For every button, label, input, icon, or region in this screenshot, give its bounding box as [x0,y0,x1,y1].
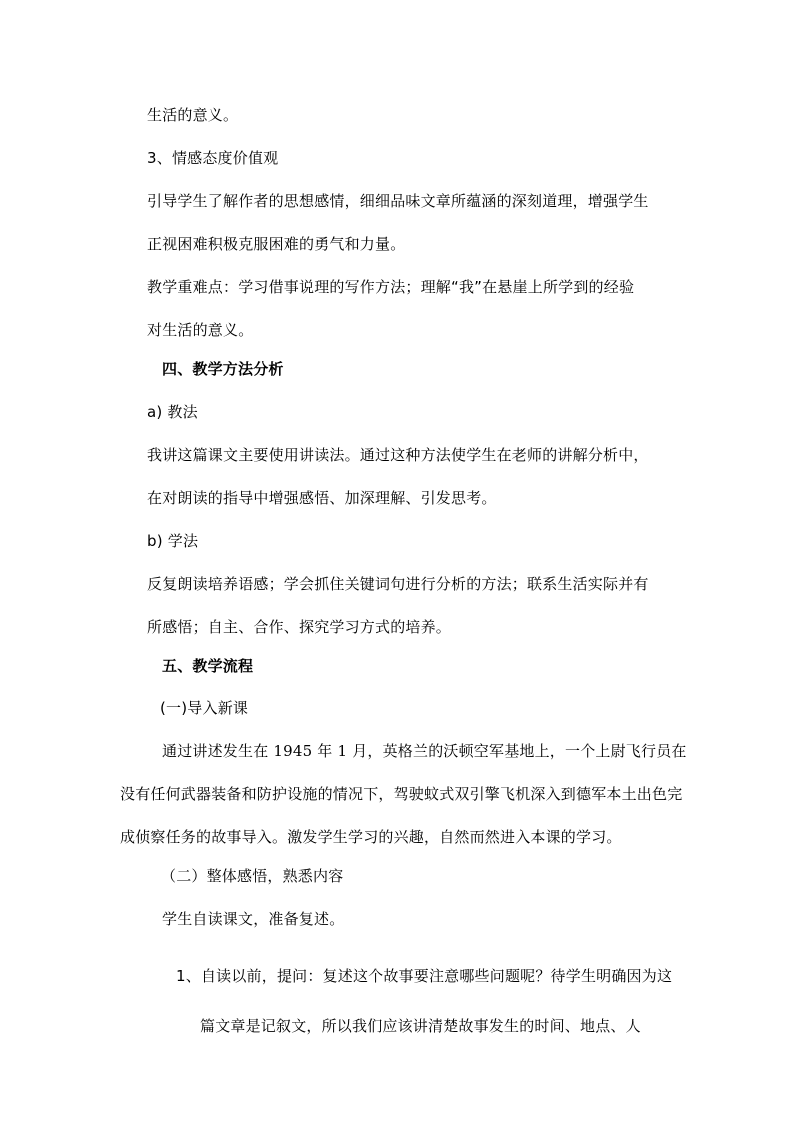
text-line: 所感悟；自主、合作、探究学习方式的培养。 [147,618,452,636]
text-line: 引导学生了解作者的思想感情，细细品味文章所蕴涵的深刻道理，增强学生 [147,192,649,210]
list-marker-line: a) 教法 [147,403,198,421]
section-subheading: 3、情感态度价值观 [147,149,279,167]
text-line: 在对朗读的指导中增强感悟、加深理解、引发思考。 [147,489,497,507]
text-line: 我讲这篇课文主要使用讲读法。通过这种方法使学生在老师的讲解分析中， [147,446,649,464]
list-marker-line: b) 学法 [147,532,199,550]
text-line: 正视困难积极克服困难的勇气和力量。 [147,235,406,253]
section-heading: 五、教学流程 [162,657,254,675]
text-line: 反复朗读培养语感；学会抓住关键词句进行分析的方法；联系生活实际并有 [147,575,649,593]
subsection-heading: （二）整体感悟，熟悉内容 [161,867,344,885]
text-line: 篇文章是记叙文，所以我们应该讲清楚故事发生的时间、地点、人 [200,1017,641,1035]
text-line: 对生活的意义。 [147,321,254,339]
text-line: 生活的意义。 [147,106,239,124]
subsection-heading: (一)导入新课 [160,699,249,717]
text-line: 没有任何武器装备和防护设施的情况下，驾驶蚊式双引擎飞机深入到德军本土出色完 [120,785,683,803]
text-line: 学生自读课文，准备复述。 [162,910,345,928]
section-heading: 四、教学方法分析 [162,360,284,378]
text-line: 成侦察任务的故事导入。激发学生学习的兴趣，自然而然进入本课的学习。 [120,828,622,846]
text-line: 通过讲述发生在 1945 年 1 月，英格兰的沃顿空军基地上，一个上尉飞行员在 [162,742,687,760]
numbered-item: 1、自读以前，提问：复述这个故事要注意哪些问题呢？待学生明确因为这 [176,967,673,985]
text-line: 教学重难点：学习借事说理的写作方法；理解“我”在悬崖上所学到的经验 [147,278,635,296]
